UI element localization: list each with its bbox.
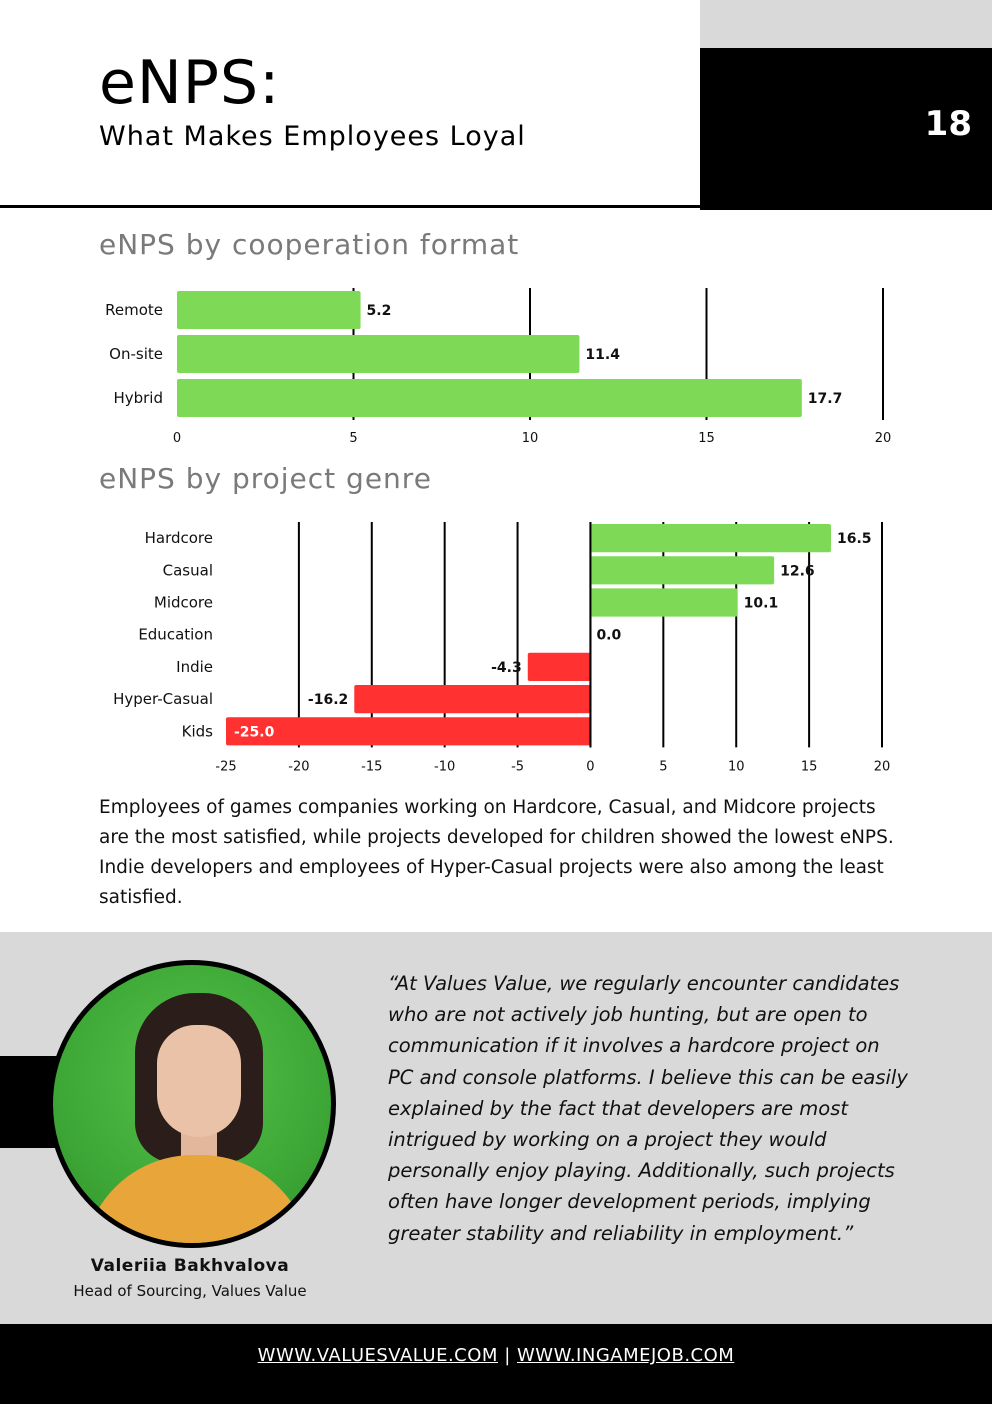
x-tick-label: 5 [659, 759, 668, 775]
bar [177, 379, 802, 417]
value-label: 0.0 [596, 627, 622, 644]
bar [528, 653, 591, 681]
footer-separator: | [504, 1345, 511, 1366]
value-label: 17.7 [807, 391, 843, 407]
bar [226, 717, 590, 745]
x-tick-label: 0 [586, 759, 595, 775]
summary-paragraph: Employees of games companies working on Hardcore, Casual, and Midcore projects are the most satisfied, while projects developed for children showed the lowest eNPS. Indie developers and employees of Hyper-Casual projects were also among the least satisfied. [99, 797, 894, 908]
bar [354, 685, 590, 713]
header-gray-block [700, 0, 992, 48]
x-tick-label: -15 [361, 759, 383, 775]
category-label: Hyper-Casual [113, 690, 213, 709]
chart1-title: eNPS by cooperation format [99, 228, 520, 261]
category-label: Hybrid [113, 389, 163, 407]
bar [590, 556, 774, 584]
value-label: -4.3 [491, 659, 522, 676]
x-tick-label: -20 [288, 759, 310, 775]
page-subtitle: What Makes Employees Loyal [99, 121, 526, 152]
person-name: Valeriia Bakhvalova [90, 1256, 290, 1276]
bar [590, 588, 737, 616]
category-label: Education [138, 625, 213, 644]
bar [590, 524, 831, 552]
category-label: Casual [162, 561, 213, 580]
value-label: 10.1 [743, 595, 779, 612]
category-label: Remote [105, 301, 163, 319]
x-tick-label: -25 [215, 759, 237, 775]
quote-text: “At Values Value, we regularly encounter candidates who are not actively job hunting, but are open to communication if it involves a hardcore project on PC and console platforms. I believe this can be easily explained by the fact that developers are most intrigued by working on a project they would personally enjoy playing. Additionally, such projects often have longer development periods, implying greater stability and reliability in employment.” [388, 972, 908, 1245]
x-tick-label: 15 [698, 431, 715, 446]
footer-link-ingamejob[interactable]: WWW.INGAMEJOB.COM [517, 1345, 735, 1366]
category-label: Hardcore [144, 529, 213, 548]
category-label: On-site [109, 345, 163, 363]
category-label: Indie [176, 657, 213, 676]
value-label: 11.4 [585, 347, 620, 363]
value-label: 12.6 [780, 563, 815, 580]
x-tick-label: 10 [521, 431, 539, 446]
value-label: 5.2 [366, 303, 392, 319]
x-tick-label: -5 [511, 759, 525, 775]
header-divider [0, 205, 700, 208]
page-number: 18 [924, 104, 972, 144]
x-tick-label: 5 [349, 431, 358, 446]
portrait-photo [48, 960, 336, 1248]
chart2-title: eNPS by project genre [99, 462, 432, 495]
chart-project-genre [0, 515, 992, 780]
x-tick-label: -10 [434, 759, 456, 775]
category-label: Midcore [153, 593, 213, 612]
portrait-shirt [83, 1155, 311, 1248]
portrait-face [157, 1025, 241, 1137]
value-label: -16.2 [307, 692, 349, 709]
x-tick-label: 20 [873, 759, 891, 775]
chart-cooperation-format [0, 280, 992, 450]
x-tick-label: 20 [874, 431, 892, 446]
footer-links [0, 1345, 992, 1366]
page-title: eNPS: [99, 48, 281, 118]
footer-link-valuesvalue[interactable]: WWW.VALUESVALUE.COM [257, 1345, 498, 1366]
x-tick-label: 0 [172, 431, 182, 446]
value-label: 16.5 [836, 531, 872, 548]
x-tick-label: 10 [727, 759, 745, 775]
value-label: -25.0 [234, 724, 275, 741]
category-label: Kids [181, 722, 213, 741]
person-role: Head of Sourcing, Values Value [73, 1282, 307, 1300]
x-tick-label: 15 [800, 759, 818, 775]
bar [177, 291, 361, 329]
bar [177, 335, 579, 373]
